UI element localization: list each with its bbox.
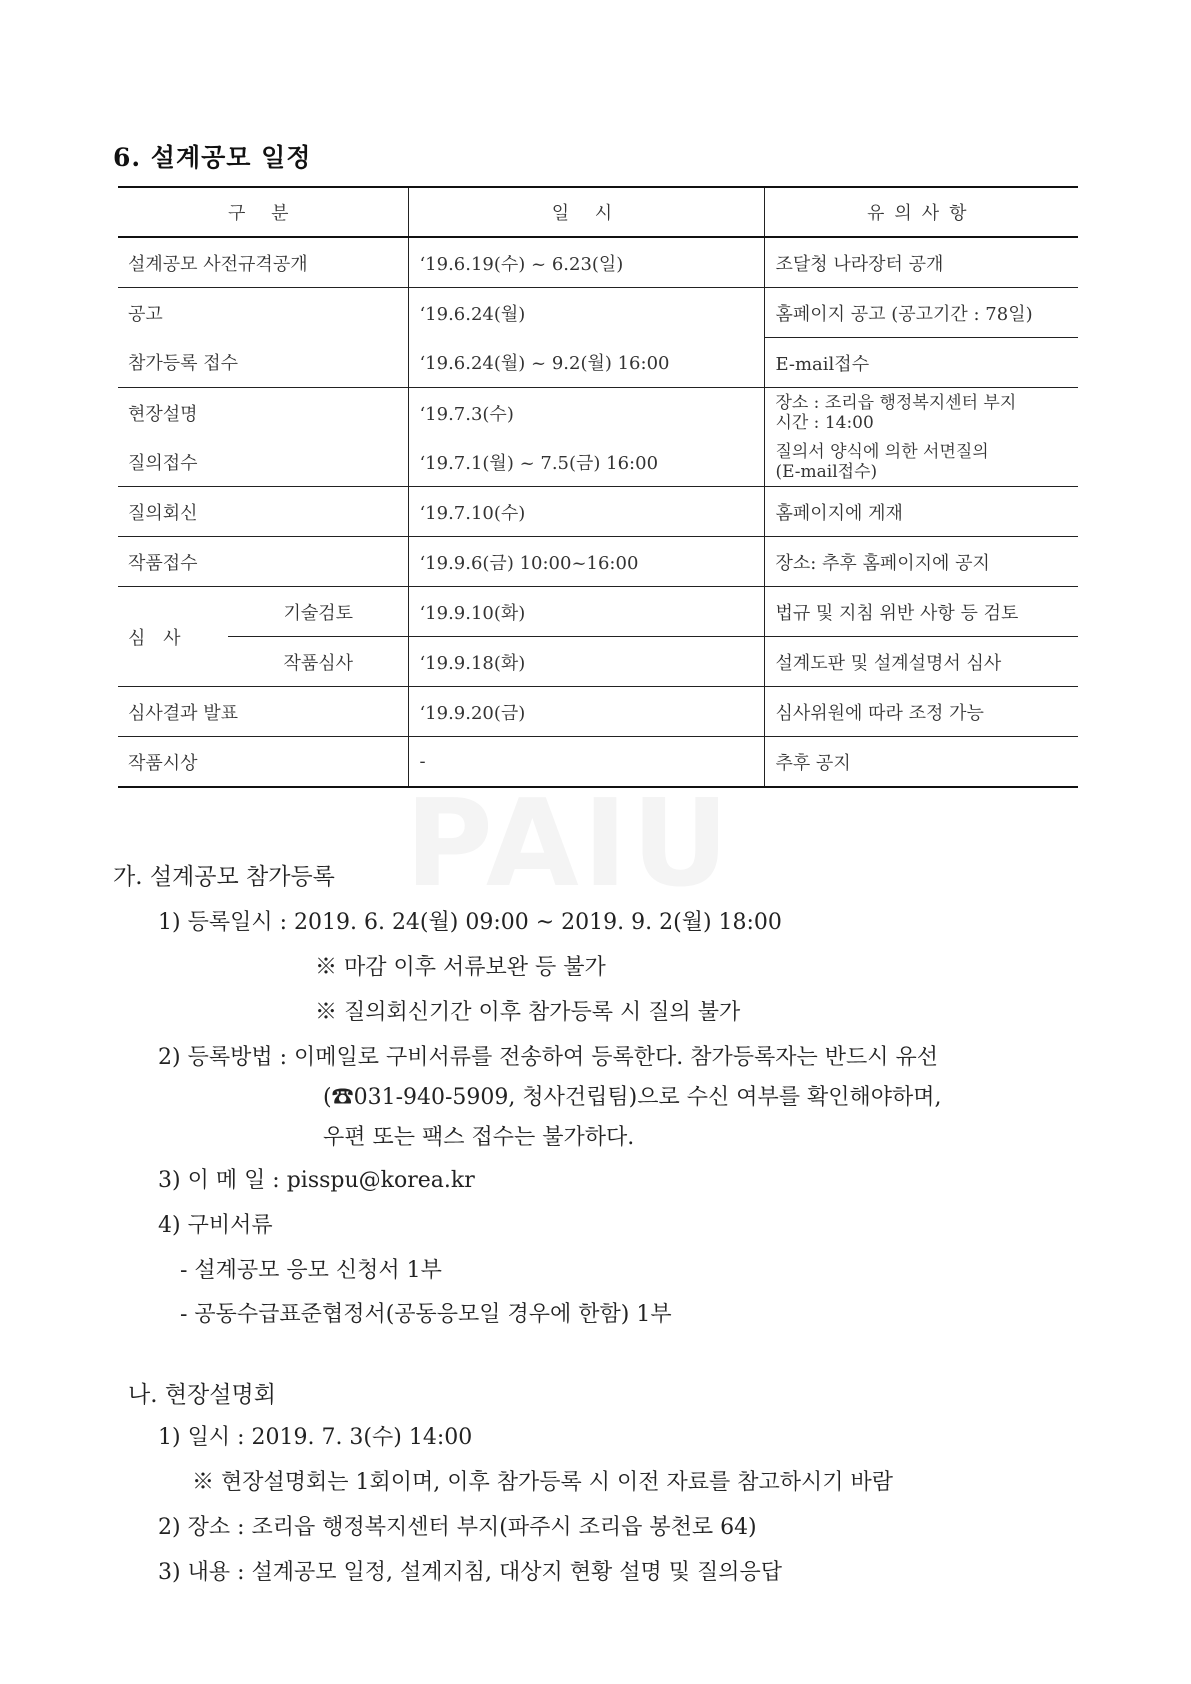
registration-email: 3) 이 메 일 : pisspu@korea.kr [158, 1168, 475, 1193]
table-row [118, 737, 1078, 788]
table-header-row [118, 187, 1078, 237]
section-title: 6. 설계공모 일정 [113, 143, 312, 172]
registration-method-line-1: 2) 등록방법 : 이메일로 구비서류를 전송하여 등록한다. 참가등록자는 반드시 유선 [158, 1045, 938, 1070]
row-note: 법규 및 지침 위반 사항 등 검토 [765, 587, 1078, 637]
row-note: 홈페이지 공고 (공고기간 : 78일) [765, 288, 1078, 338]
table-row [118, 637, 1078, 687]
row-date: ‘19.7.3(수) [409, 388, 765, 438]
table-row [118, 388, 1078, 438]
row-date: ‘19.9.6(금) 10:00~16:00 [409, 537, 765, 587]
row-note: E-mail접수 [765, 338, 1078, 388]
row-date: ‘19.6.24(월) [409, 288, 765, 338]
row-note: 심사위원에 따라 조정 가능 [765, 687, 1078, 737]
row-category: 작품접수 [118, 537, 409, 587]
registration-period: 1) 등록일시 : 2019. 6. 24(월) 09:00 ~ 2019. 9. 2(월) 18:00 [158, 910, 782, 935]
section-ga-heading: 가. 설계공모 참가등록 [113, 864, 335, 890]
row-date: ‘19.7.10(수) [409, 487, 765, 537]
required-document-item: - 설계공모 응모 신청서 1부 [180, 1258, 442, 1283]
row-category: 질의회신 [118, 487, 409, 537]
table-row [118, 437, 1078, 487]
row-category: 심사결과 발표 [118, 687, 409, 737]
row-date: ‘19.9.18(화) [409, 637, 765, 687]
briefing-date: 1) 일시 : 2019. 7. 3(수) 14:00 [158, 1425, 473, 1450]
schedule-table [118, 186, 1078, 788]
briefing-content: 3) 내용 : 설계공모 일정, 설계지침, 대상지 현황 설명 및 질의응답 [158, 1560, 782, 1585]
row-category: 작품시상 [118, 737, 409, 788]
row-note: 추후 공지 [765, 737, 1078, 788]
row-category: 현장설명 [118, 388, 409, 438]
row-date: ‘19.6.19(수) ~ 6.23(일) [409, 237, 765, 288]
required-documents-heading: 4) 구비서류 [158, 1213, 273, 1238]
table-row [118, 487, 1078, 537]
table-row [118, 288, 1078, 338]
row-note: 홈페이지에 게재 [765, 487, 1078, 537]
header-notes: 유의사항 [765, 187, 1078, 237]
row-category: 질의접수 [118, 437, 409, 487]
row-subcategory: 기술검토 [228, 587, 409, 637]
required-document-item: - 공동수급표준협정서(공동응모일 경우에 한함) 1부 [180, 1302, 672, 1327]
briefing-location: 2) 장소 : 조리읍 행정복지센터 부지(파주시 조리읍 봉천로 64) [158, 1515, 757, 1540]
row-group-review: 심 사 [118, 587, 228, 687]
row-date: ‘19.9.10(화) [409, 587, 765, 637]
registration-method-line-3: 우편 또는 팩스 접수는 불가하다. [323, 1125, 635, 1150]
row-date: ‘19.6.24(월) ~ 9.2(월) 16:00 [409, 338, 765, 388]
registration-note-2: ※ 질의회신기간 이후 참가등록 시 질의 불가 [315, 1000, 741, 1025]
row-note [765, 388, 1078, 438]
row-date: ‘19.7.1(월) ~ 7.5(금) 16:00 [409, 437, 765, 487]
row-category: 공고 [118, 288, 409, 338]
note-line: 시간 : 14:00 [775, 412, 874, 433]
row-note: 조달청 나라장터 공개 [765, 237, 1078, 288]
row-subcategory: 작품심사 [228, 637, 409, 687]
row-date: ‘19.9.20(금) [409, 687, 765, 737]
watermark-logo: PAIU [405, 775, 733, 914]
header-date: 일 시 [409, 187, 765, 237]
registration-note-1: ※ 마감 이후 서류보완 등 불가 [315, 955, 606, 980]
registration-method-line-2: (☎031-940-5909, 청사건립팀)으로 수신 여부를 확인해야하며, [323, 1085, 942, 1110]
table-row [118, 338, 1078, 388]
header-category: 구 분 [118, 187, 409, 237]
table-row [118, 237, 1078, 288]
table-row [118, 687, 1078, 737]
section-na-heading: 나. 현장설명회 [128, 1382, 276, 1408]
row-category: 참가등록 접수 [118, 338, 409, 388]
row-note: 설계도판 및 설계설명서 심사 [765, 637, 1078, 687]
note-line: 질의서 양식에 의한 서면질의 [775, 441, 989, 462]
row-date: - [409, 737, 765, 788]
table-row [118, 537, 1078, 587]
note-line: (E-mail접수) [775, 461, 878, 482]
note-line: 장소 : 조리읍 행정복지센터 부지 [775, 392, 1017, 413]
table-row [118, 587, 1078, 637]
briefing-note: ※ 현장설명회는 1회이며, 이후 참가등록 시 이전 자료를 참고하시기 바람 [192, 1470, 893, 1495]
row-note [765, 437, 1078, 487]
row-note: 장소: 추후 홈페이지에 공지 [765, 537, 1078, 587]
row-category: 설계공모 사전규격공개 [118, 237, 409, 288]
